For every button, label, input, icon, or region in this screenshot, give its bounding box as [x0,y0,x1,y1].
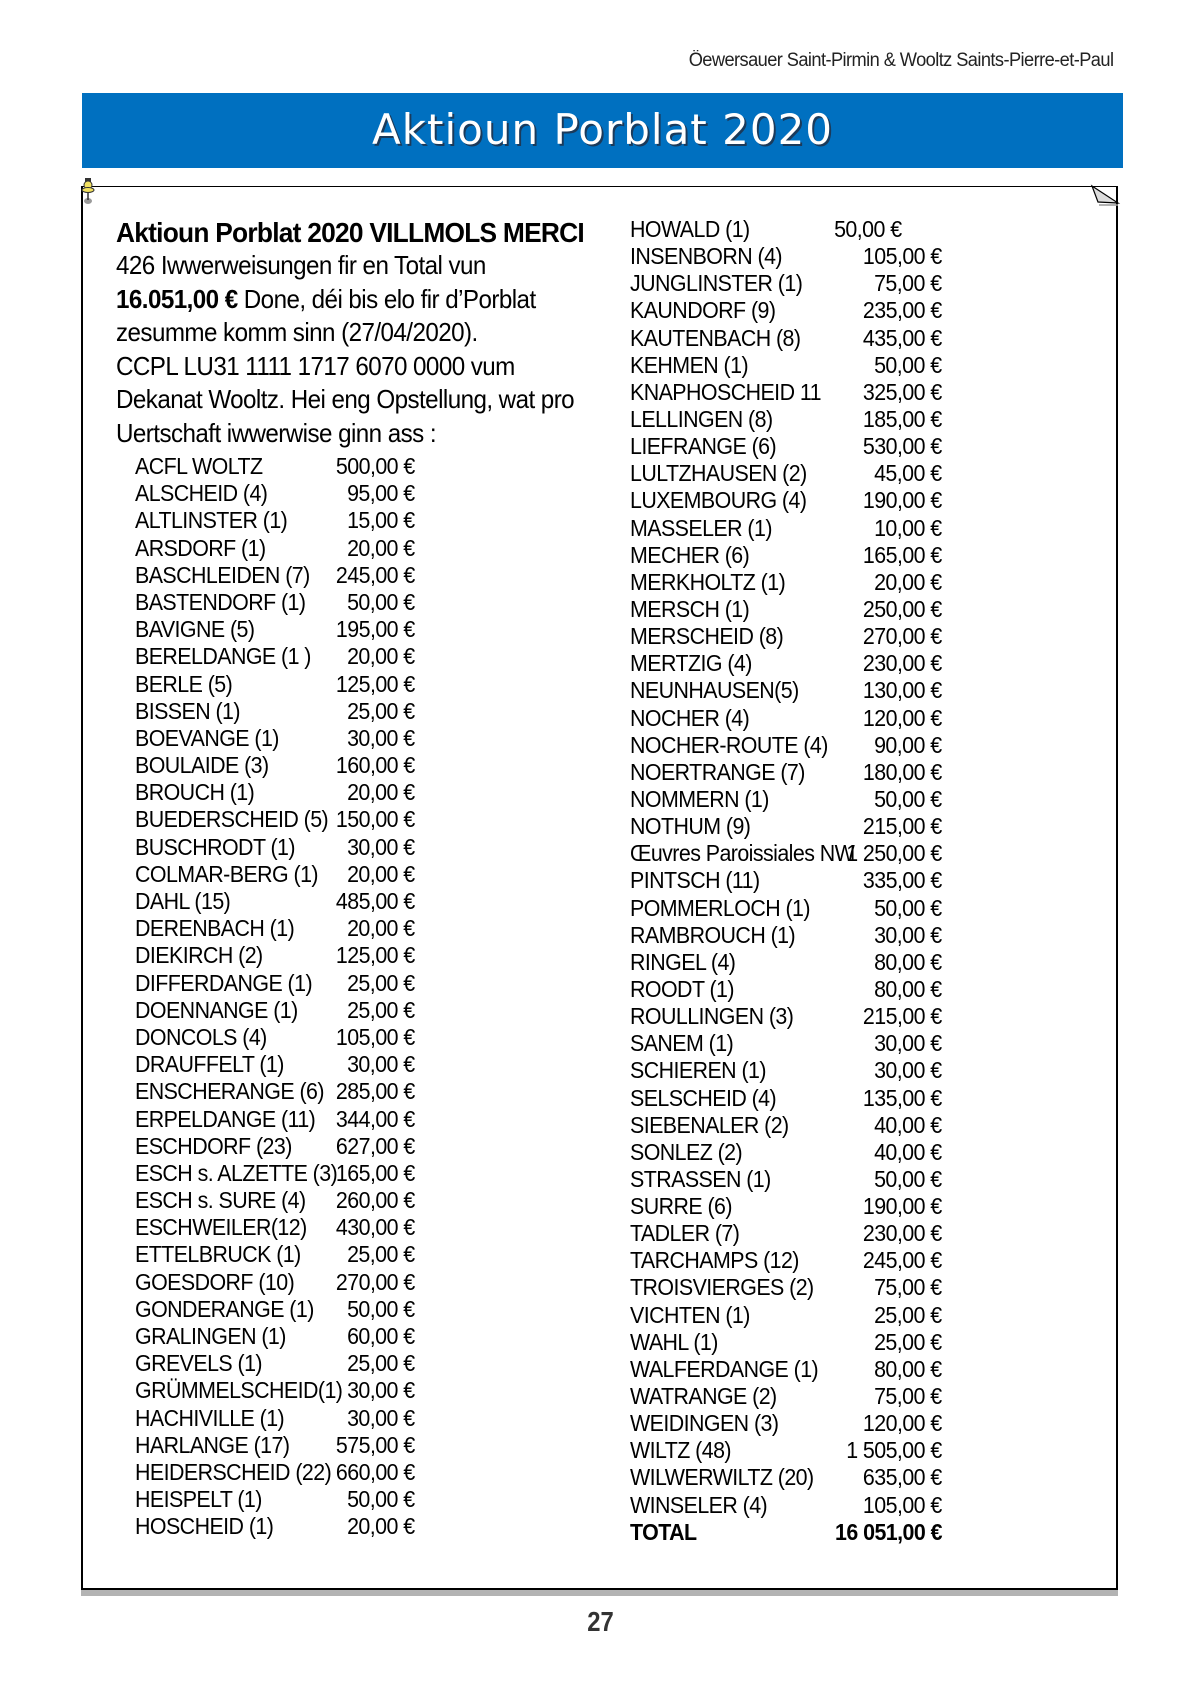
list-item [630,1220,942,1247]
locality-name: NOCHER-ROUTE (4) [630,731,828,758]
list-item [135,1323,415,1350]
locality-name: MERSCH (1) [630,595,750,622]
locality-name: VICHTEN (1) [630,1301,750,1328]
list-item [630,216,942,243]
donation-amount: 230,00 € [863,650,942,677]
locality-name: BOEVANGE (1) [135,724,279,751]
list-item [135,1133,415,1160]
donation-amount: 325,00 € [863,378,942,405]
locality-name: BERELDANGE (1 ) [135,643,311,670]
donation-amount: 575,00 € [336,1431,415,1458]
locality-name: WILTZ (48) [630,1437,731,1464]
donation-amount: 15,00 € [347,507,415,534]
locality-name: SANEM (1) [630,1030,734,1057]
list-item [135,480,415,507]
intro-line: 426 Iwwerweisungen fir en Total vun [116,250,486,280]
total-row [630,1519,942,1546]
locality-name: NEUNHAUSEN(5) [630,677,799,704]
locality-name: DIEKIRCH (2) [135,942,263,969]
list-item [630,569,942,596]
donation-amount: 30,00 € [347,724,415,751]
donation-amount: 125,00 € [336,942,415,969]
list-item [135,1513,415,1540]
list-item [135,752,415,779]
list-item [135,1214,415,1241]
list-item [630,542,942,569]
total-label: TOTAL [630,1518,697,1545]
list-item [630,1356,942,1383]
locality-name: MERKHOLTZ (1) [630,568,786,595]
locality-name: GOESDORF (10) [135,1268,295,1295]
list-item [135,1405,415,1432]
locality-name: NOMMERN (1) [630,785,769,812]
locality-name: ESCHDORF (23) [135,1132,292,1159]
list-item [630,1329,942,1356]
donation-amount: 160,00 € [336,752,415,779]
locality-name: WINSELER (4) [630,1491,768,1518]
list-item [135,671,415,698]
donation-amount: 245,00 € [336,561,415,588]
running-header: Öewersauer Saint-Pirmin & Wooltz Saints-Pierre-et-Paul [688,50,1113,71]
donation-amount: 190,00 € [863,487,942,514]
list-item [630,976,942,1003]
locality-name: DIFFERDANGE (1) [135,969,313,996]
donation-amount: 30,00 € [347,1404,415,1431]
donation-amount: 20,00 € [347,1513,415,1540]
donation-amount: 50,00 € [874,351,942,378]
page-title: Aktioun Porblat 2020 [371,105,834,154]
donation-amount: 285,00 € [336,1078,415,1105]
list-item [630,895,942,922]
list-item [630,596,942,623]
donation-amount: 190,00 € [863,1193,942,1220]
locality-name: WALFERDANGE (1) [630,1355,819,1382]
list-item [630,1410,942,1437]
list-item [135,1459,415,1486]
locality-name: BISSEN (1) [135,697,240,724]
locality-name: BERLE (5) [135,670,233,697]
locality-name: HEIDERSCHEID (22) [135,1458,332,1485]
list-item [630,1247,942,1274]
donation-list-right [630,216,942,1546]
locality-name: BROUCH (1) [135,779,255,806]
list-item [135,942,415,969]
intro-text [116,216,596,450]
list-item [135,616,415,643]
list-item [630,922,942,949]
donation-amount: 485,00 € [336,888,415,914]
donation-amount: 245,00 € [863,1247,942,1274]
list-item [135,834,415,861]
locality-name: LELLINGEN (8) [630,405,773,432]
list-item [630,243,942,270]
locality-name: ROODT (1) [630,975,734,1002]
donation-amount: 635,00 € [863,1464,942,1491]
locality-name: GONDERANGE (1) [135,1295,314,1322]
list-item [630,1193,942,1220]
donation-amount: 165,00 € [863,541,942,568]
locality-name: INSENBORN (4) [630,243,783,270]
locality-name: ROULLINGEN (3) [630,1003,794,1030]
locality-name: GRALINGEN (1) [135,1323,286,1349]
donation-amount: 185,00 € [863,405,942,432]
locality-name: LULTZHAUSEN (2) [630,460,807,487]
list-item [630,705,942,732]
list-item [630,1302,942,1329]
list-item [630,487,942,514]
list-item [630,433,942,460]
donation-amount: 500,00 € [336,453,415,479]
locality-name: KNAPHOSCHEID 11 [630,378,821,405]
locality-name: KAUNDORF (9) [630,297,776,324]
donation-amount: 250,00 € [863,595,942,622]
donation-amount: 130,00 € [863,677,942,704]
list-item [135,915,415,942]
donation-amount: 25,00 € [874,1328,942,1355]
list-item [135,507,415,534]
list-item [135,1269,415,1296]
donation-amount: 165,00 € [336,1159,415,1186]
donation-amount: 25,00 € [347,996,415,1023]
locality-name: MASSELER (1) [630,514,772,541]
locality-name: TADLER (7) [630,1220,740,1247]
list-item [135,562,415,589]
list-item [630,1003,942,1030]
locality-name: ACFL WOLTZ [135,453,263,479]
pushpin-icon [80,176,98,206]
locality-name: COLMAR-BERG (1) [135,860,318,887]
list-item [135,779,415,806]
list-item [630,406,942,433]
locality-name: ESCH s. ALZETTE (3) [135,1159,338,1186]
locality-name: MERSCHEID (8) [630,623,784,650]
list-item [630,1274,942,1301]
list-item [135,725,415,752]
list-item [630,460,942,487]
locality-name: STRASSEN (1) [630,1165,771,1192]
intro-line: zesumme komm sinn (27/04/2020). [116,317,478,347]
locality-name: MERTZIG (4) [630,650,752,677]
list-item [135,1024,415,1051]
list-item [135,1486,415,1513]
list-item [630,949,942,976]
donation-amount: 20,00 € [347,860,415,887]
donation-amount: 215,00 € [863,813,942,840]
donation-amount: 30,00 € [347,833,415,860]
list-item [135,535,415,562]
list-item [630,1057,942,1084]
locality-name: TROISVIERGES (2) [630,1274,814,1301]
intro-line: CCPL LU31 1111 1717 6070 0000 vum [116,350,515,381]
locality-name: WAHL (1) [630,1328,718,1355]
donation-amount: 530,00 € [863,433,942,460]
locality-name: ALSCHEID (4) [135,480,268,507]
locality-name: WILWERWILTZ (20) [630,1464,814,1491]
locality-name: BASCHLEIDEN (7) [135,561,310,588]
list-item [630,1166,942,1193]
list-item [630,650,942,677]
donation-amount: 50,00 € [874,1165,942,1192]
donation-amount: 30,00 € [347,1377,415,1404]
donation-amount: 25,00 € [347,1241,415,1268]
locality-name: ALTLINSTER (1) [135,507,288,534]
locality-name: JUNGLINSTER (1) [630,270,803,297]
donation-amount: 135,00 € [863,1084,942,1111]
locality-name: TARCHAMPS (12) [630,1247,799,1274]
page-curl-icon [1090,184,1122,208]
list-item [630,270,942,297]
locality-name: WEIDINGEN (3) [630,1410,779,1437]
intro-heading: Aktioun Porblat 2020 VILLMOLS MERCI [116,217,584,248]
list-item [630,813,942,840]
donation-amount: 627,00 € [336,1132,415,1159]
list-item [135,861,415,888]
locality-name: DRAUFFELT (1) [135,1051,284,1078]
locality-name: GREVELS (1) [135,1350,263,1377]
list-item [630,867,942,894]
panel-shadow [81,1590,1118,1596]
list-item [630,677,942,704]
donation-amount: 30,00 € [874,1057,942,1084]
donation-amount: 270,00 € [863,623,942,650]
donation-amount: 430,00 € [336,1214,415,1241]
donation-amount: 50,00 € [834,216,902,242]
list-item [630,515,942,542]
donation-amount: 80,00 € [874,948,942,975]
donation-amount: 80,00 € [874,1355,942,1382]
donation-amount: 50,00 € [874,894,942,921]
locality-name: NOERTRANGE (7) [630,758,805,785]
donation-amount: 20,00 € [347,643,415,670]
donation-amount: 25,00 € [874,1301,942,1328]
list-item [135,888,415,915]
total-amount-bold: 16.051,00 € [116,283,238,314]
donation-amount: 90,00 € [874,731,942,758]
locality-name: BUSCHRODT (1) [135,833,295,860]
donation-amount: 105,00 € [336,1023,415,1050]
list-item [135,589,415,616]
donation-amount: 120,00 € [863,704,942,731]
donation-amount: 215,00 € [863,1003,942,1030]
page-number: 27 [587,1606,614,1637]
locality-name: SCHIEREN (1) [630,1057,766,1084]
donation-amount: 50,00 € [347,1295,415,1322]
donation-amount: 150,00 € [336,806,415,833]
locality-name: KAUTENBACH (8) [630,324,801,351]
locality-name: ERPELDANGE (11) [135,1105,316,1132]
list-item [630,1030,942,1057]
donation-amount: 180,00 € [863,758,942,785]
intro-line: Dekanat Wooltz. Hei eng Opstellung, wat pro [116,384,575,414]
donation-amount: 235,00 € [863,297,942,324]
intro-line: Uertschaft iwwerwise ginn ass : [116,417,437,448]
donation-amount: 25,00 € [347,969,415,996]
intro-line-rest: Done, déi bis elo fir d’Porblat [237,283,536,314]
list-item [630,1492,942,1519]
donation-amount: 75,00 € [874,1383,942,1410]
locality-name: HOWALD (1) [630,216,750,242]
locality-name: MECHER (6) [630,541,750,568]
list-item [135,970,415,997]
donation-amount: 105,00 € [863,1491,942,1518]
title-banner [82,93,1123,168]
locality-name: DAHL (15) [135,888,231,914]
list-item [135,643,415,670]
locality-name: BUEDERSCHEID (5) [135,806,329,833]
locality-name: SELSCHEID (4) [630,1084,777,1111]
donation-amount: 260,00 € [336,1187,415,1214]
donation-amount: 20,00 € [347,534,415,561]
list-item [135,1106,415,1133]
list-item [135,997,415,1024]
donation-amount: 10,00 € [874,514,942,541]
donation-amount: 25,00 € [347,1350,415,1377]
donation-amount: 120,00 € [863,1410,942,1437]
locality-name: HARLANGE (17) [135,1431,290,1458]
locality-name: ETTELBRUCK (1) [135,1241,301,1268]
donation-amount: 40,00 € [874,1111,942,1138]
locality-name: DONCOLS (4) [135,1023,267,1050]
list-item [630,325,942,352]
list-item [630,1437,942,1464]
donation-amount: 50,00 € [347,1486,415,1513]
list-item [135,453,415,480]
locality-name: BASTENDORF (1) [135,588,306,615]
donation-amount: 1 505,00 € [846,1437,942,1464]
list-item [135,1350,415,1377]
donation-amount: 30,00 € [874,921,942,948]
donation-amount: 270,00 € [336,1268,415,1295]
donation-amount: 75,00 € [874,1274,942,1301]
locality-name: BOULAIDE (3) [135,752,269,779]
locality-name: Œuvres Paroissiales NW [630,840,855,867]
locality-name: NOTHUM (9) [630,813,751,840]
list-item [135,1160,415,1187]
donation-list-left [135,453,415,1541]
locality-name: ESCHWEILER(12) [135,1214,307,1241]
locality-name: BAVIGNE (5) [135,616,255,643]
list-item [135,1241,415,1268]
locality-name: SONLEZ (2) [630,1138,743,1165]
list-item [135,1051,415,1078]
list-item [630,352,942,379]
locality-name: SURRE (6) [630,1193,732,1220]
locality-name: DERENBACH (1) [135,915,295,942]
donation-amount: 30,00 € [347,1051,415,1078]
donation-amount: 80,00 € [874,975,942,1002]
list-item [630,1112,942,1139]
donation-amount: 230,00 € [863,1220,942,1247]
locality-name: ESCH s. SURE (4) [135,1187,306,1214]
list-item [630,840,942,867]
donation-amount: 25,00 € [347,697,415,724]
donation-amount: 50,00 € [874,785,942,812]
locality-name: HACHIVILLE (1) [135,1404,285,1431]
locality-name: RAMBROUCH (1) [630,921,796,948]
list-item [630,379,942,406]
list-item [135,1078,415,1105]
list-item [630,1464,942,1491]
locality-name: HOSCHEID (1) [135,1513,274,1540]
donation-amount: 50,00 € [347,588,415,615]
locality-name: SIEBENALER (2) [630,1111,789,1138]
locality-name: POMMERLOCH (1) [630,894,810,921]
list-item [630,759,942,786]
donation-amount: 75,00 € [874,270,942,297]
donation-amount: 20,00 € [347,915,415,942]
donation-amount: 20,00 € [874,568,942,595]
intro-line [116,283,562,317]
donation-amount: 45,00 € [874,460,942,487]
list-item [630,623,942,650]
list-item [630,786,942,813]
list-item [135,806,415,833]
list-item [630,1139,942,1166]
locality-name: ARSDORF (1) [135,534,266,561]
list-item [135,698,415,725]
donation-amount: 660,00 € [336,1458,415,1485]
donation-amount: 435,00 € [863,324,942,351]
list-item [135,1296,415,1323]
list-item [630,1383,942,1410]
donation-amount: 1 250,00 € [846,840,942,867]
locality-name: DOENNANGE (1) [135,996,298,1023]
list-item [135,1432,415,1459]
locality-name: WATRANGE (2) [630,1383,777,1410]
donation-amount: 40,00 € [874,1138,942,1165]
list-item [630,1085,942,1112]
donation-amount: 105,00 € [863,243,942,270]
donation-amount: 335,00 € [863,867,942,894]
donation-amount: 30,00 € [874,1030,942,1057]
list-item [135,1377,415,1404]
donation-amount: 60,00 € [347,1323,415,1349]
total-amount: 16 051,00 € [835,1518,942,1545]
list-item [630,732,942,759]
donation-amount: 20,00 € [347,779,415,806]
donation-amount: 125,00 € [336,670,415,697]
locality-name: PINTSCH (11) [630,867,760,894]
donation-amount: 95,00 € [347,480,415,507]
locality-name: ENSCHERANGE (6) [135,1078,324,1105]
list-item [135,1187,415,1214]
locality-name: KEHMEN (1) [630,351,749,378]
locality-name: LIEFRANGE (6) [630,433,777,460]
donation-amount: 344,00 € [336,1105,415,1132]
locality-name: HEISPELT (1) [135,1486,262,1513]
locality-name: NOCHER (4) [630,704,750,731]
locality-name: LUXEMBOURG (4) [630,487,807,514]
donation-amount: 195,00 € [336,616,415,643]
locality-name: GRÜMMELSCHEID(1) [135,1377,343,1404]
locality-name: RINGEL (4) [630,948,736,975]
list-item [630,297,942,324]
